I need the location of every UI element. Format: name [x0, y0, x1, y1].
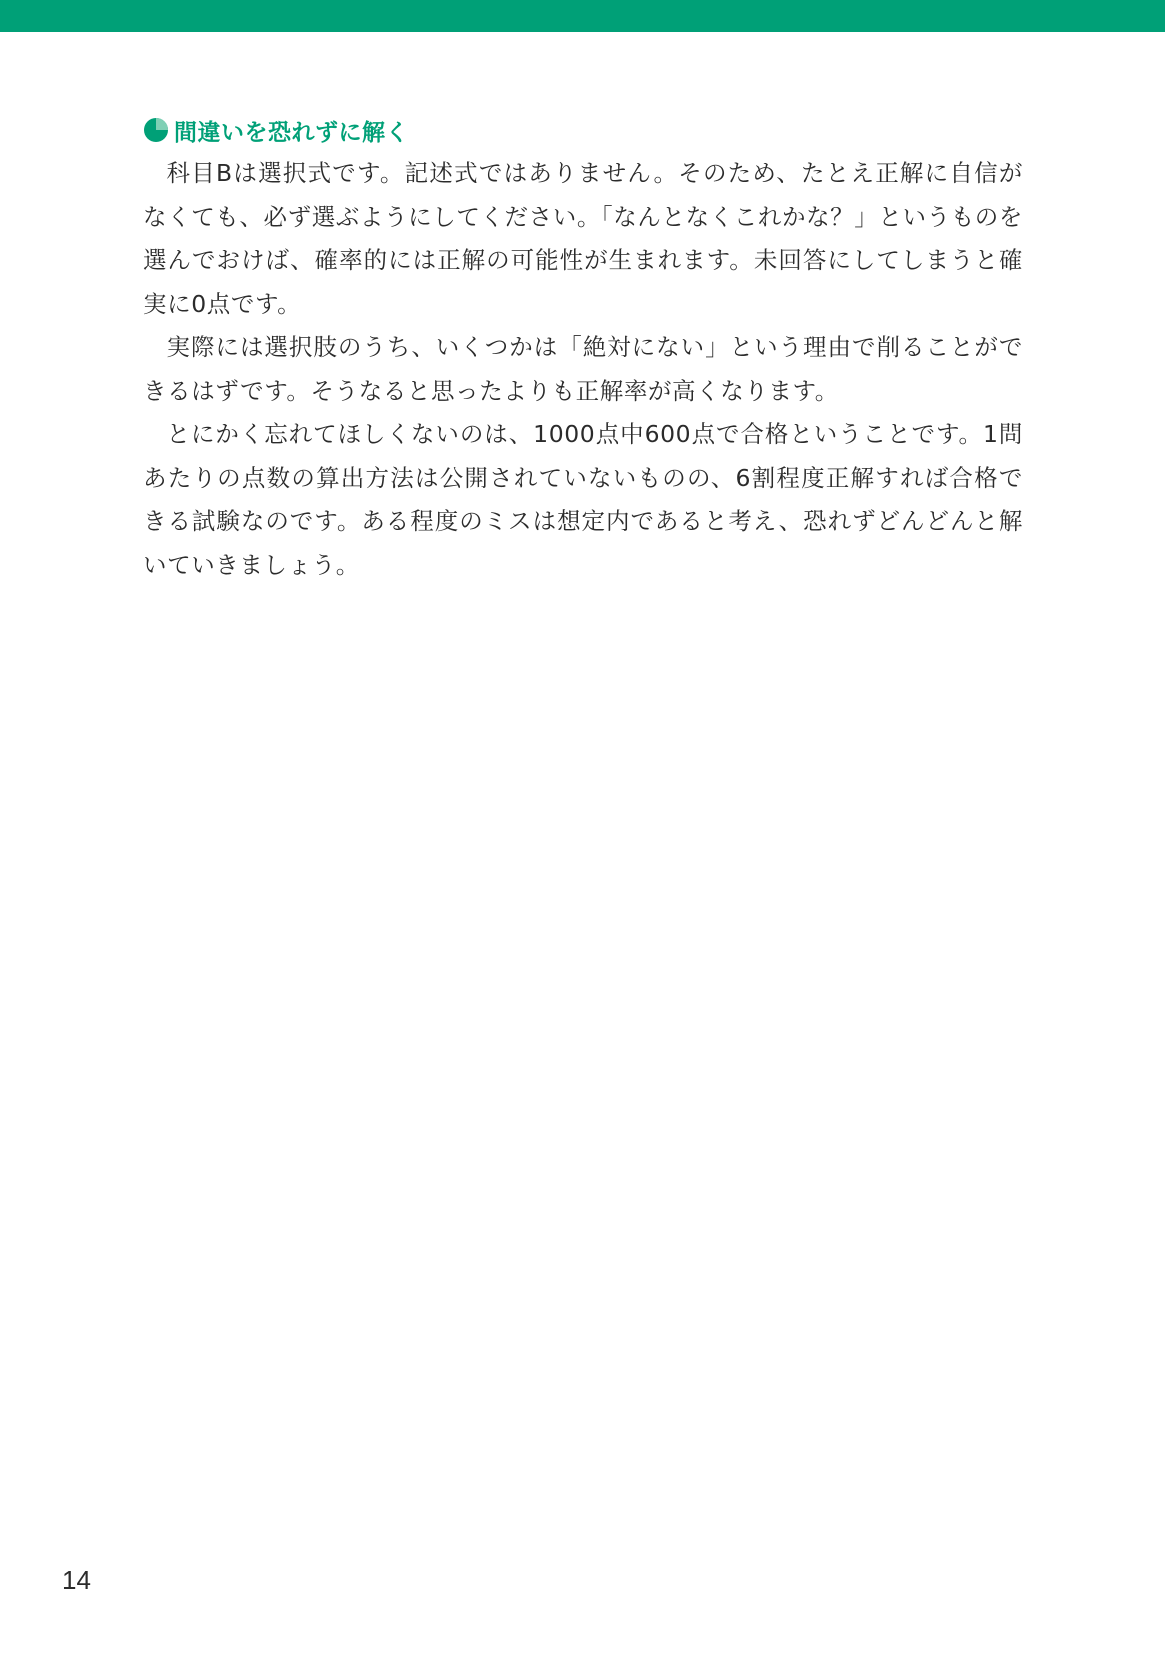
paragraph-1: 科目Bは選択式です。記述式ではありません。そのため、たとえ正解に自信がなくても、必ず選ぶようにしてください。「なんとなくこれかな？」というものを選んでおけば、確率的には正解の可能性が生まれます。未回答にしてしまうと確実に0点です。 — [143, 159, 1023, 318]
paragraph-3: とにかく忘れてほしくないのは、1000点中600点で合格ということです。1問あたりの点数の算出方法は公開されていないものの、6割程度正解すれば合格できる試験なのです。ある程度のミスは想定内であると考え、恐れずどんどんと解いていきましょう。 — [143, 420, 1023, 579]
header-color-band — [0, 0, 1165, 32]
main-content — [143, 110, 1023, 587]
section-heading — [143, 110, 1023, 150]
page-number: 14 — [62, 1565, 91, 1595]
green-circle-bullet-icon — [143, 117, 169, 143]
section-heading-text: 間違いを恐れずに解く — [174, 119, 409, 146]
paragraph-2: 実際には選択肢のうち、いくつかは「絶対にない」という理由で削ることができるはずです。そうなると思ったよりも正解率が高くなります。 — [143, 333, 1023, 405]
